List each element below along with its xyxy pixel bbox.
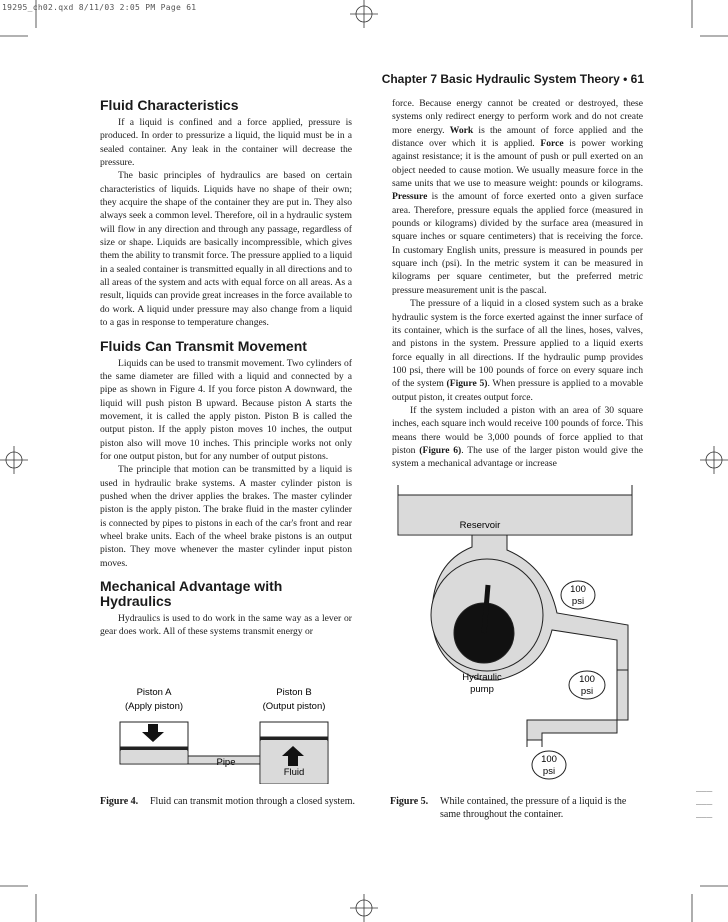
paragraph: Liquids can be used to transmit movement. Two cylinders of the same diameter are filled with a liquid and connected by a pipe as shown in Figure 4. If you force piston A downward, the liquid will push piston B upward. Because piston A starts the movement, it is called the apply piston. Piston B is called the output piston. If the apply piston moves 10 inches, the output piston also will move 10 inches. This principle works not only for one output piston, but for any number of output pistons. (100, 357, 352, 462)
term-work: Work (449, 124, 474, 136)
piston-b-plate (260, 737, 328, 740)
pipe-label: Pipe (216, 757, 236, 768)
right-column (392, 97, 643, 471)
reservoir (399, 495, 631, 534)
piston-b-label: Piston B (276, 687, 312, 698)
heading-mechanical-advantage: Mechanical Advantage with Hydraulics (100, 578, 283, 609)
pump-label: Hydraulic (462, 672, 502, 683)
piston-a-sublabel: (Apply piston) (124, 701, 184, 712)
paragraph: force. Because energy cannot be created or destroyed, these systems only redirect energy to perform work and do not create more energy. Work is the amount of force applied and the distance over which it is applied. Force is power working against resistance; it is the amount of push or pull exerted on an object needed to cause motion. We usually measure force in the same units that we use to measure weight: pounds or kilograms. Pressure is the amount of force exerted onto a given surface area. Therefore, pressure equals the applied force (measured in pounds or kilograms) divided by the surface area (measured in square inches or square centimeters) that is receiving the force. In customary English units, pressure is measured in pounds per square inch (psi). In the metric system it can be measured in kilograms per square centimeter, but the preferred metric pressure measurement unit is the pascal. (392, 98, 644, 296)
term-force: Force (540, 138, 564, 150)
gauge-unit: psi (542, 766, 556, 777)
piston-b-sublabel: (Output piston) (262, 701, 326, 712)
piston-a-label: Piston A (136, 687, 172, 698)
gauge-unit: psi (580, 686, 594, 697)
gauge-value: 100 (579, 674, 595, 685)
gauge-unit: psi (571, 596, 585, 607)
term-pressure: Pressure (392, 191, 428, 203)
left-column (100, 98, 352, 639)
reservoir-label: Reservoir (459, 520, 501, 531)
gauge-value: 100 (570, 584, 586, 595)
figure-5-caption: Figure 5. While contained, the pressure of a liquid is the same throughout the container. (390, 796, 627, 820)
slug-line: 19295_ch02.qxd 8/11/03 2:05 PM Page 61 (2, 3, 197, 12)
running-head: Chapter 7 Basic Hydraulic System Theory • 61 (381, 72, 644, 86)
gauge-value: 100 (541, 754, 557, 765)
figure-4-diagram (100, 684, 362, 784)
paragraph: The basic principles of hydraulics are based on certain characteristics of liquids. Liquids have no shape of their own; they acquire the shape of the container they are put in. They also always seek a common level. Therefore, oil in a hydraulic system will flow in any direction and through any passage, regardless of size or shape. Liquids are basically incompressible, which gives them the ability to transmit force. The pressure applied to a liquid in a sealed container is transmitted equally in all directions and to all areas of the system and acts with equal force on all areas. As a result, liquids can provide great increases in the force available to do work. A liquid under pressure may also change from a liquid to a gas in response to temperature changes. (100, 170, 352, 329)
paragraph: The principle that motion can be transmitted by a liquid is used in hydraulic brake systems. A master cylinder piston is pushed when the driver applies the brakes. The master cylinder piston is the apply piston. The brake fluid in the master cylinder is connected by pipes to pistons in each of the car's front and rear wheel brake units. Each of the wheel brake pistons is an output piston. They move whenever the master cylinder input piston moves. (100, 464, 352, 569)
paragraph: The pressure of a liquid in a closed system such as a brake hydraulic system is the force exerted against the inner surface of its container, which is the surface of all the lines, hoses, valves, and pistons in the system. Pressure applied to a liquid exerts force equally in all directions. If the hydraulic pump provides 100 psi, there will be 100 pounds of force on every square inch of the system (Figure 5). When pressure is applied to a movable output piston, it creates output force. (392, 298, 643, 403)
paragraph: If a liquid is confined and a force applied, pressure is produced. In order to pressurize a liquid, the liquid must be in a sealed container. Any leak in the container will decrease the pressure. (100, 117, 352, 169)
figure-5-diagram (392, 485, 642, 785)
heading-fluid-characteristics: Fluid Characteristics (100, 97, 239, 113)
fluid-label: Fluid (283, 767, 305, 778)
heading-fluids-transmit-movement: Fluids Can Transmit Movement (100, 337, 307, 354)
figure-4-caption: Figure 4. Fluid can transmit motion through a closed system. (100, 796, 355, 807)
margin-dashes: ___ ___ ___ (696, 783, 713, 819)
paragraph: If the system included a piston with an area of 30 square inches, each square inch would receive 100 pounds of force. This means there would be 3,000 pounds of force applied to that piston (Figure 6). The use of the larger piston would give the system a mechanical advantage or increase (392, 404, 643, 470)
piston-a-plate (120, 747, 188, 750)
paragraph: Hydraulics is used to do work in the same way as a lever or gear does work. All of these systems transmit energy or (100, 613, 352, 638)
figure-reference: (Figure 5) (446, 378, 488, 390)
figure-reference: (Figure 6) (419, 444, 462, 456)
pump-label: pump (470, 684, 494, 695)
